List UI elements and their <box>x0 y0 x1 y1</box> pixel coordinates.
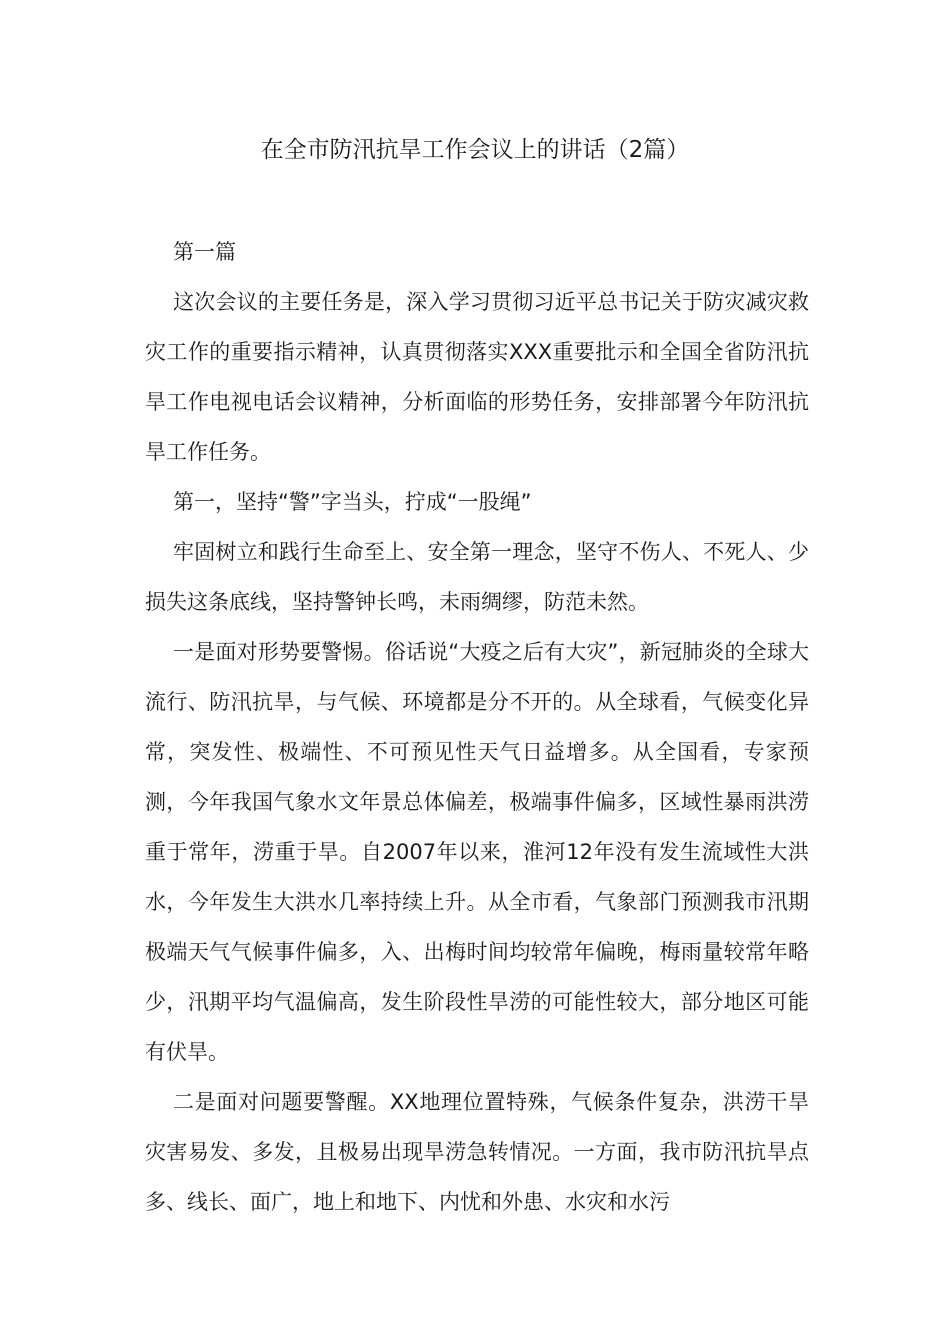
paragraph: 这次会议的主要任务是，深入学习贯彻习近平总书记关于防灾减灾救灾工作的重要指示精神，认真贯彻落实XXX重要批示和全国全省防汛抗旱工作电视电话会议精神，分析面临的形势任务，安排部署今年防汛抗旱工作任务。 <box>145 290 809 464</box>
section-label: 第一篇 <box>173 240 236 264</box>
paragraph: 二是面对问题要警醒。XX地理位置特殊，气候条件复杂，洪涝干旱灾害易发、多发，且极易出现旱涝急转情况。一方面，我市防汛抗旱点多、线长、面广，地上和地下、内忧和外患、水灾和水污 <box>145 1090 809 1214</box>
paragraph: 一是面对形势要警惕。俗话说“大疫之后有大灾”，新冠肺炎的全球大流行、防汛抗旱，与气候、环境都是分不开的。从全球看，气候变化异常，突发性、极端性、不可预见性天气日益增多。从全国看，专家预测，今年我国气象水文年景总体偏差，极端事件偏多，区域性暴雨洪涝重于常年，涝重于旱。自2007年以来，淮河12年没有发生流域性大洪水，今年发生大洪水几率持续上升。从全市看，气象部门预测我市汛期极端天气气候事件偏多，入、出梅时间均较常年偏晚，梅雨量较常年略少，汛期平均气温偏高，发生阶段性旱涝的可能性较大，部分地区可能有伏旱。 <box>145 640 809 1064</box>
page-title: 在全市防汛抗旱工作会议上的讲话（2篇） <box>260 137 690 163</box>
section-heading: 第一，坚持“警”字当头，拧成“一股绳” <box>173 490 532 514</box>
document-body <box>145 227 809 1227</box>
paragraph: 牢固树立和践行生命至上、安全第一理念，坚守不伤人、不死人、少损失这条底线，坚持警钟长鸣，未雨绸缪，防范未然。 <box>145 540 809 614</box>
